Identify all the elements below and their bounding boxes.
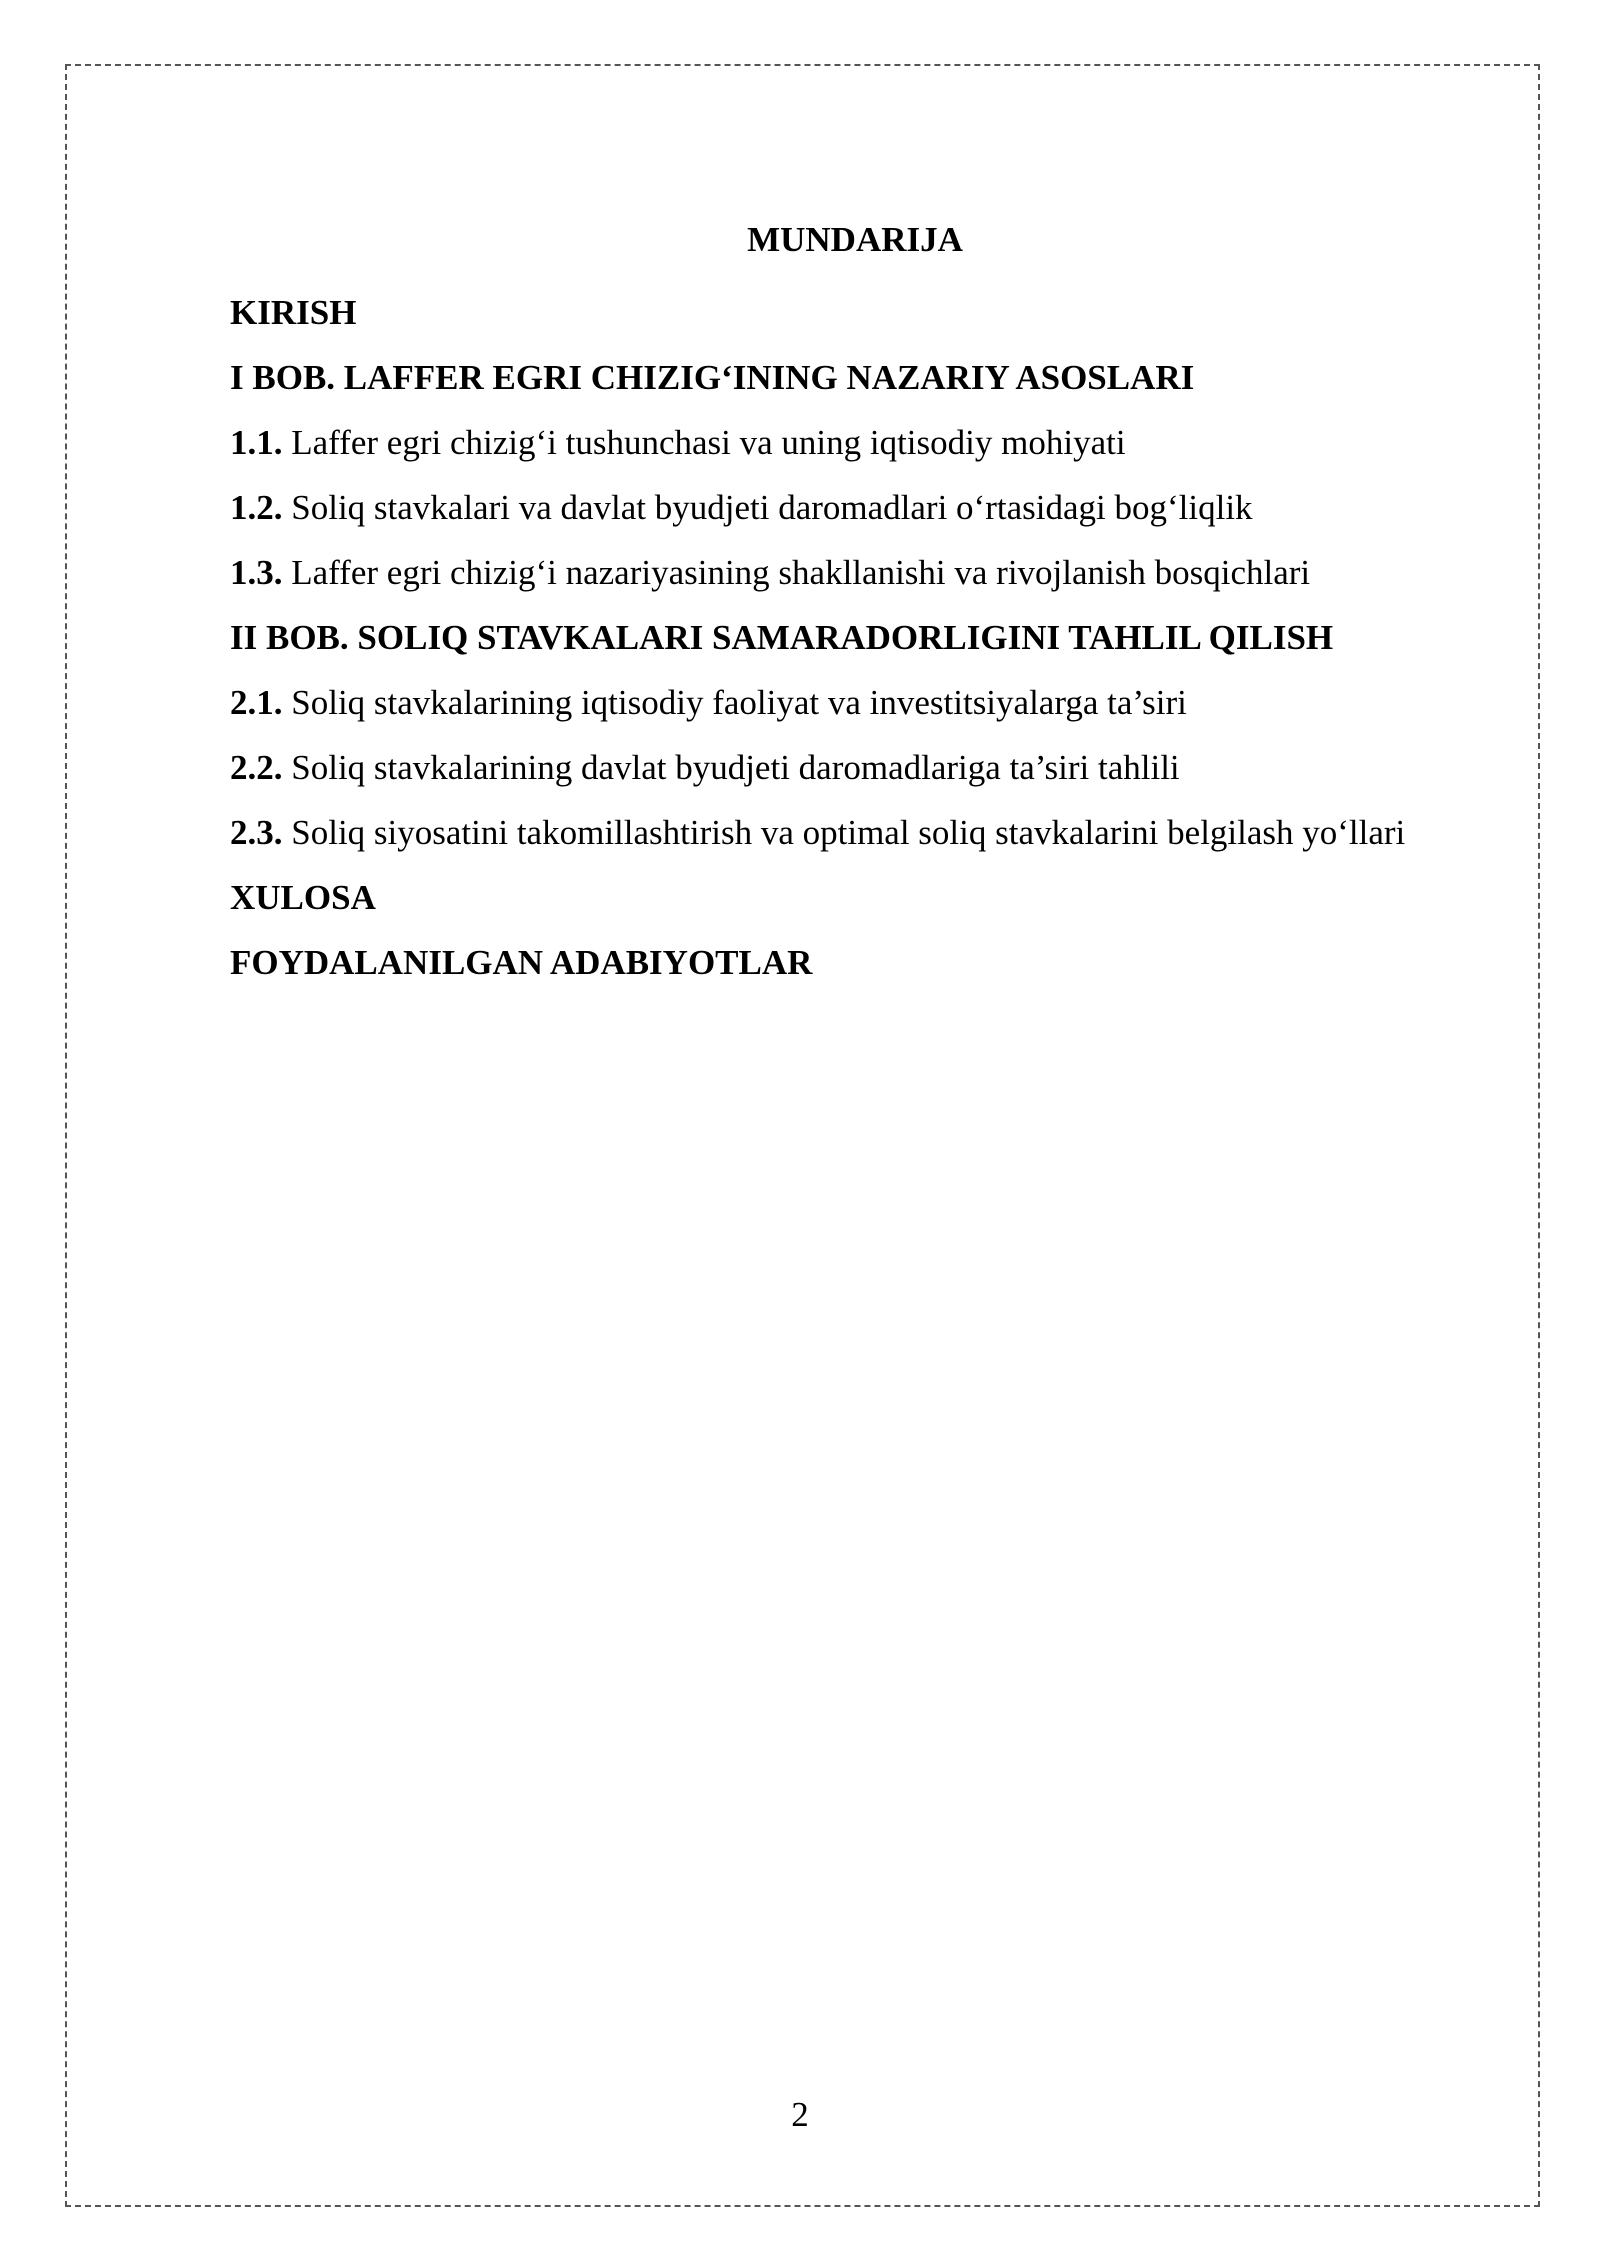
- toc-conclusion: XULOSA: [230, 878, 376, 917]
- section-text: Laffer egri chizig‘i nazariyasining shakllanishi va rivojlanish bosqichlari: [291, 553, 1311, 592]
- section-number: 1.1.: [230, 423, 283, 462]
- section-number: 2.2.: [230, 748, 283, 787]
- toc-title: MUNDARIJA: [747, 220, 963, 259]
- table-of-contents: [230, 215, 1450, 995]
- section-text: Laffer egri chizig‘i tushunchasi va uning iqtisodiy mohiyati: [291, 423, 1126, 462]
- toc-chapter-1-title: I BOB. LAFFER EGRI CHIZIG‘INING NAZARIY ASOSLARI: [230, 358, 1195, 397]
- section-number: 1.3.: [230, 553, 283, 592]
- toc-section-1-1: [230, 410, 1450, 475]
- toc-section-1-2: [230, 475, 1450, 540]
- section-number: 2.3.: [230, 813, 283, 852]
- toc-intro: KIRISH: [230, 293, 357, 332]
- toc-section-2-1: [230, 670, 1450, 735]
- section-number: 2.1.: [230, 683, 283, 722]
- toc-section-1-3: [230, 540, 1450, 605]
- section-text: Soliq stavkalarining davlat byudjeti daromadlariga ta’siri tahlili: [291, 748, 1180, 787]
- page-number: 2: [791, 2095, 809, 2134]
- toc-chapter-2-title: II BOB. SOLIQ STAVKALARI SAMARADORLIGINI TAHLIL QILISH: [230, 618, 1334, 657]
- section-text: Soliq stavkalari va davlat byudjeti daromadlari o‘rtasidagi bog‘liqlik: [291, 488, 1253, 527]
- toc-section-2-3: [230, 800, 1450, 865]
- section-number: 1.2.: [230, 488, 283, 527]
- section-text: Soliq stavkalarining iqtisodiy faoliyat va investitsiyalarga ta’siri: [291, 683, 1187, 722]
- section-text: Soliq siyosatini takomillashtirish va optimal soliq stavkalarini belgilash yo‘llari: [291, 813, 1406, 852]
- toc-section-2-2: [230, 735, 1450, 800]
- toc-references: FOYDALANILGAN ADABIYOTLAR: [230, 943, 813, 982]
